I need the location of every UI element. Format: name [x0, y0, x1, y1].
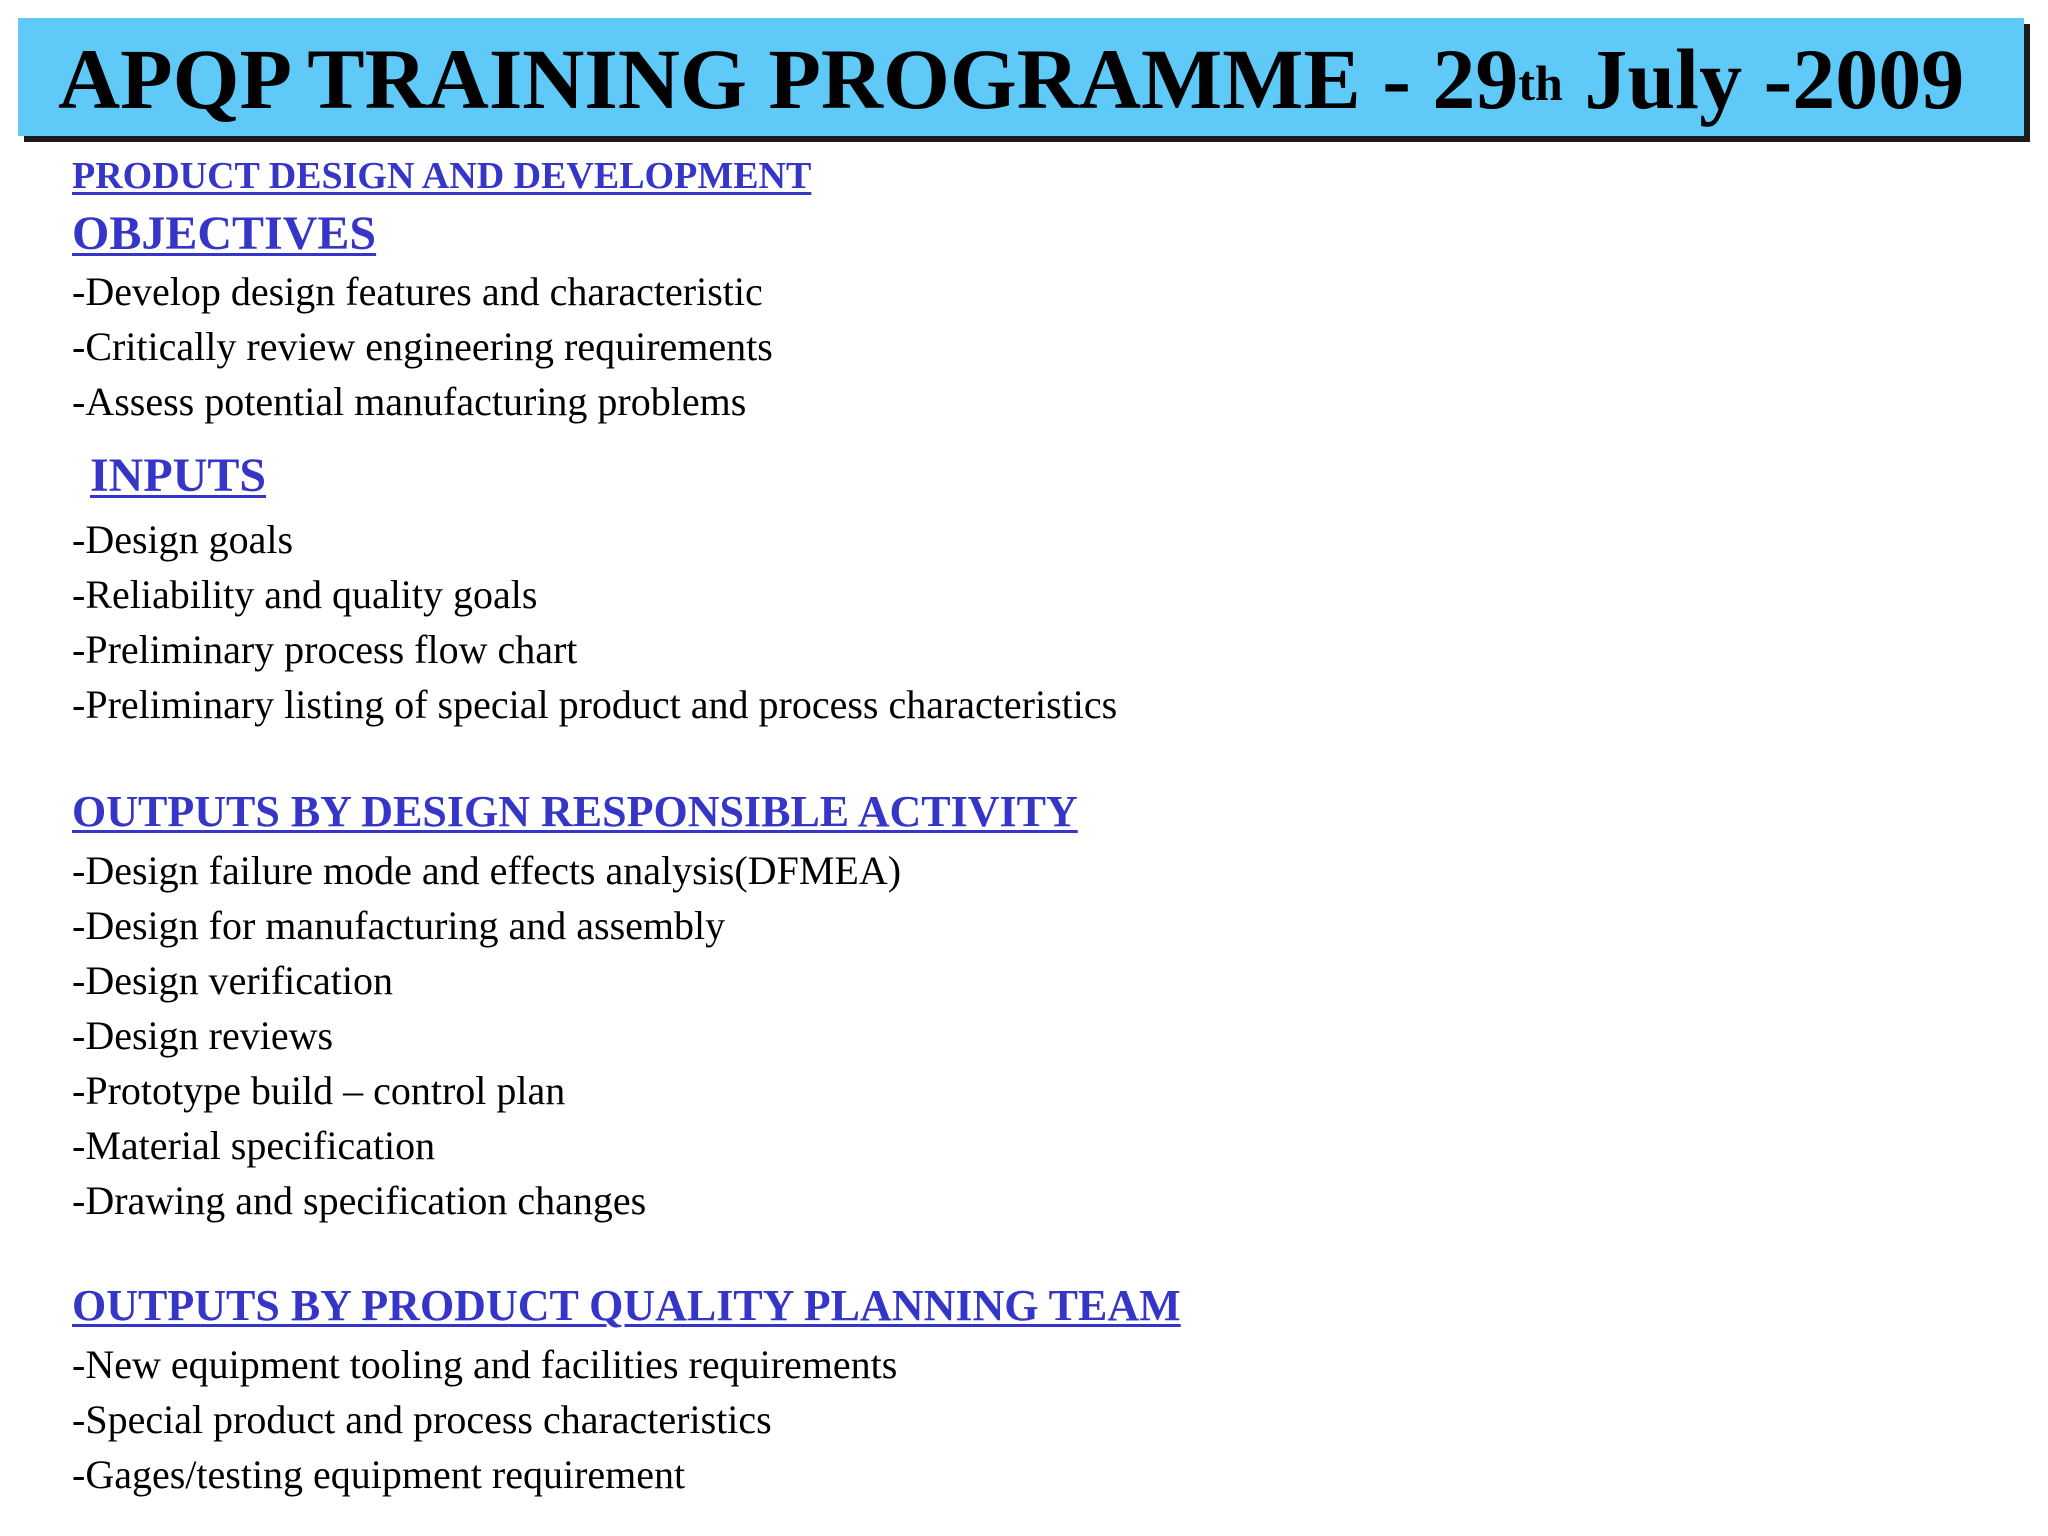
outputs-design-item: -Design failure mode and effects analysis(DFMEA) [72, 848, 902, 893]
objectives-item: -Develop design features and characteristic [72, 269, 763, 314]
inputs-list [72, 512, 1117, 732]
outputs-design-heading: OUTPUTS BY DESIGN RESPONSIBLE ACTIVITY [72, 787, 1078, 836]
outputs-design-item: -Design for manufacturing and assembly [72, 903, 726, 948]
outputs-design-item: -Prototype build – control plan [72, 1068, 566, 1113]
outputs-design-item: -Drawing and specification changes [72, 1178, 647, 1223]
inputs-item: -Design goals [72, 517, 294, 562]
objectives-list [72, 264, 773, 429]
inputs-item: -Preliminary listing of special product and process characteristics [72, 682, 1118, 727]
objectives-item: -Assess potential manufacturing problems [72, 379, 747, 424]
title-prefix: APQP TRAINING PROGRAMME - 29 [58, 31, 1519, 127]
inputs-heading: INPUTS [90, 449, 267, 502]
outputs-design-item: -Design verification [72, 958, 393, 1003]
outputs-team-list [72, 1337, 897, 1502]
outputs-team-heading: OUTPUTS BY PRODUCT QUALITY PLANNING TEAM [72, 1281, 1181, 1330]
outputs-team-item: -Special product and process characteristics [72, 1397, 772, 1442]
title-suffix: July -2009 [1562, 31, 1965, 127]
section-header: PRODUCT DESIGN AND DEVELOPMENT [72, 155, 812, 197]
outputs-team-item: -New equipment tooling and facilities requirements [72, 1342, 898, 1387]
inputs-item: -Preliminary process flow chart [72, 627, 578, 672]
objectives-heading: OBJECTIVES [72, 207, 377, 260]
outputs-design-item: -Design reviews [72, 1013, 334, 1058]
title-superscript: th [1518, 55, 1563, 111]
outputs-design-list [72, 843, 901, 1228]
objectives-item: -Critically review engineering requirements [72, 324, 773, 369]
outputs-team-item: -Gages/testing equipment requirement [72, 1452, 686, 1497]
inputs-item: -Reliability and quality goals [72, 572, 538, 617]
outputs-design-item: -Material specification [72, 1123, 436, 1168]
